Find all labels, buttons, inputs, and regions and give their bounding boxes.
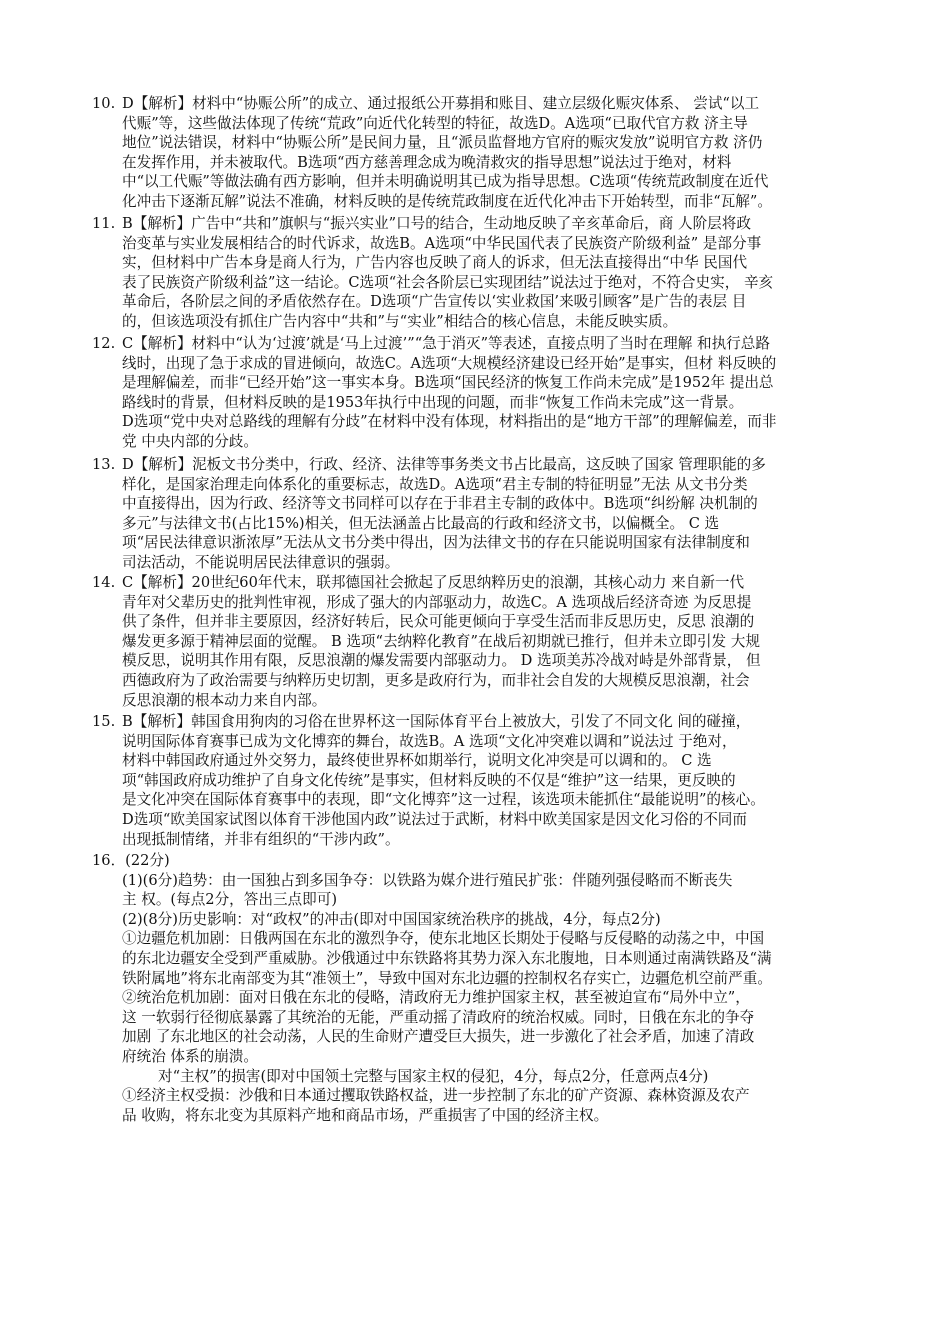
answer-line: 材料中韩国政府通过外交努力，最终使世界杯如期举行，说明文化冲突是可以调和的。 C 选 xyxy=(122,752,712,770)
answer-line: D选项“欧美国家试图以体育干涉他国内政”说法过于武断，材料中欧美国家是因文化习俗的不同而 xyxy=(122,810,747,828)
answer-10 xyxy=(92,94,868,212)
question-number: 15. xyxy=(92,713,116,730)
answer-line: B【解析】广告中“共和”旗帜与“振兴实业”口号的结合，生动地反映了辛亥革命后，商 人阶层将政 xyxy=(122,215,751,232)
answer-line: 党 中央内部的分歧。 xyxy=(122,432,258,450)
answer-line: 在发挥作用，并未被取代。B选项“西方慈善理念成为晚清救灾的指导思想”说法过于绝对，材料 xyxy=(122,153,732,171)
answer-line: 革命后，各阶层之间的矛盾依然存在。D选项“广告宣传以‘实业救国’来吸引顾客”是广告的表层 目 xyxy=(122,293,747,311)
answer-line: 反思浪潮的根本动力来自内部。 xyxy=(122,691,327,709)
answer-line: 说明国际体育赛事已成为文化博弈的舞台，故选B。A 选项“文化冲突难以调和”说法过 于绝对， xyxy=(122,732,737,750)
answer-line: 对“主权”的损害(即对中国领土完整与国家主权的侵犯，4分，每点2分，任意两点4分) xyxy=(158,1067,709,1085)
question-number: 10. xyxy=(92,95,116,112)
answer-line: B【解析】韩国食用狗肉的习俗在世界杯这一国际体育平台上被放大，引发了不同文化 间的碰撞， xyxy=(122,713,751,730)
question-number: 14. xyxy=(92,574,116,591)
answer-line: D选项“党中央对总路线的理解有分歧”在材料中没有体现，材料指出的是“地方干部”的理解偏差，而非 xyxy=(122,413,777,431)
answer-line: 是文化冲突在国际体育赛事中的表现，即“文化博弈”这一过程，该选项未能抓住“最能说明”的核心。 xyxy=(122,791,765,809)
answer-line: ②统治危机加剧：面对日俄在东北的侵略，清政府无力维护国家主权，甚至被迫宣布“局外中立”， xyxy=(122,989,750,1007)
question-number: 16．(22分) xyxy=(92,852,170,869)
answer-16 xyxy=(92,851,868,1125)
answer-line: 加剧 了东北地区的社会动荡，人民的生命财产遭受巨大损失，进一步激化了社会矛盾，加速了清政 xyxy=(122,1028,755,1046)
answer-line: 代赈”等，这些做法体现了传统“荒政”向近代化转型的特征，故选D。A选项“已取代官方救 济主导 xyxy=(122,114,748,132)
answer-line: 实，但材料中广告本身是商人行为，广告内容也反映了商人的诉求，但无法直接得出“中华 民国代 xyxy=(122,254,748,272)
answer-line: 青年对父辈历史的批判性审视，形成了强大的内部驱动力，故选C。A 选项战后经济奇迹 为反思提 xyxy=(122,593,752,611)
answer-line: 样化，是国家治理走向体系化的重要标志，故选D。A选项“君主专制的特征明显”无法 从文书分类 xyxy=(122,475,748,493)
answer-line: 线时，出现了急于求成的冒进倾向，故选C。A选项“大规模经济建设已经开始”是事实，但材 料反映的 xyxy=(122,354,777,372)
answer-line: D【解析】泥板文书分类中，行政、经济、法律等事务类文书占比最高，这反映了国家 管理职能的多 xyxy=(122,456,766,473)
question-number: 11. xyxy=(92,215,116,232)
answer-line: 路线时的背景，但材料反映的是1953年执行中出现的问题，而非“恢复工作尚未完成”这一背景。 xyxy=(122,393,744,411)
answer-line: 供了条件，但并非主要原因，经济好转后，民众可能更倾向于享受生活而非反思历史，反思 浪潮的 xyxy=(122,613,755,631)
answer-line: 品 收购，将东北变为其原料产地和商品市场，严重损害了中国的经济主权。 xyxy=(122,1106,609,1124)
answer-line: 多元”与法律文书(占比15%)相关，但无法涵盖占比最高的行政和经济文书，以偏概全。 C 选 xyxy=(122,514,720,532)
answer-line: 的，但该选项没有抓住广告内容中“共和”与“实业”相结合的核心信息，未能反映实质。 xyxy=(122,312,678,330)
answer-11 xyxy=(92,214,868,332)
answer-line: 中“以工代赈”等做法确有西方影响，但并未明确说明其已成为指导思想。C选项“传统荒政制度在近代 xyxy=(122,173,769,191)
answer-13 xyxy=(92,455,868,573)
answer-line: 这 一软弱行径彻底暴露了其统治的无能，严重动摇了清政府的统治权威。同时，日俄在东北的争夺 xyxy=(122,1008,755,1026)
answer-line: (1)(6分)趋势：由一国独占到多国争夺：以铁路为媒介进行殖民扩张：伴随列强侵略而不断丧失 xyxy=(122,871,733,889)
answer-line: 府统治 体系的崩溃。 xyxy=(122,1047,258,1065)
question-number: 12. xyxy=(92,335,116,352)
answer-15 xyxy=(92,712,868,849)
answer-line: (2)(8分)历史影响：对“政权”的冲击(即对中国国家统治秩序的挑战，4分，每点2分) xyxy=(122,910,661,928)
answer-line: 是理解偏差，而非“已经开始”这一事实本身。B选项“国民经济的恢复工作尚未完成”是1952年 提出总 xyxy=(122,374,774,392)
answer-line: 出现抵制情绪，并非有组织的“干涉内政”。 xyxy=(122,830,400,848)
answer-line: 模反思，说明其作用有限，反思浪潮的爆发需要内部驱动力。 D 选项美苏冷战对峙是外部背景， 但 xyxy=(122,652,761,670)
answer-line: 中直接得出，因为行政、经济等文书同样可以存在于非君主专制的政体中。B选项“纠纷解 决机制的 xyxy=(122,495,758,513)
answer-12 xyxy=(92,334,868,452)
answer-line: 的东北边疆安全受到严重威胁。沙俄通过中东铁路将其势力深入东北腹地，日本则通过南满铁路及“满 xyxy=(122,949,772,967)
answer-line: 主 权。(每点2分，答出三点即可) xyxy=(122,891,338,909)
answer-line: D【解析】材料中“协赈公所”的成立、通过报纸公开募捐和账目、建立层级化赈灾体系、 尝试“以工 xyxy=(122,95,760,112)
answer-line: 铁附属地”将东北南部变为其“准领土”，导致中国对东北边疆的控制权名存实亡，边疆危机空前严重。 xyxy=(122,969,772,987)
answer-line: 司法活动，不能说明居民法律意识的强弱。 xyxy=(122,553,400,571)
answer-line: 表了民族资产阶级利益”这一结论。C选项“社会各阶层已实现团结”说法过于绝对，不符合史实， 辛亥 xyxy=(122,273,774,291)
answer-line: 西德政府为了政治需要与纳粹历史切割，更多是政府行为，而非社会自发的大规模反思浪潮，社会 xyxy=(122,671,750,689)
answer-line: 爆发更多源于精神层面的觉醒。 B 选项“去纳粹化教育”在战后初期就已推行，但并未立即引发 大规 xyxy=(122,632,760,650)
answer-line: 项“韩国政府成功维护了自身文化传统”是事实，但材料反映的不仅是“维护”这一结果，更反映的 xyxy=(122,771,736,789)
question-number: 13. xyxy=(92,456,116,473)
answer-line: ①经济主权受损：沙俄和日本通过攫取铁路权益，进一步控制了东北的矿产资源、森林资源及农产 xyxy=(122,1087,750,1105)
answer-line: 治变革与实业发展相结合的时代诉求，故选B。A选项“中华民国代表了民族资产阶级利益” 是部分事 xyxy=(122,234,762,252)
answer-line: 化冲击下逐渐瓦解”说法不准确，材料反映的是传统荒政制度在近代化冲击下开始转型，而非“瓦解”。 xyxy=(122,192,772,210)
answer-14 xyxy=(92,573,868,710)
answer-line: 地位”说法错误，材料中“协赈公所”是民间力量，且“派员监督地方官府的赈灾发放”说明官方救 济仍 xyxy=(122,134,763,152)
answer-line: ①边疆危机加剧：日俄两国在东北的激烈争夺，使东北地区长期处于侵略与反侵略的动荡之中，中国 xyxy=(122,930,765,948)
answer-line: C【解析】20世纪60年代末，联邦德国社会掀起了反思纳粹历史的浪潮，其核心动力 来自新一代 xyxy=(122,574,745,591)
answer-line: 项“居民法律意识浙浓厚”无法从文书分类中得出，因为法律文书的存在只能说明国家有法律制度和 xyxy=(122,534,750,552)
answer-line: C【解析】材料中“认为‘过渡’就是‘马上过渡’”“急于消灭”等表述，直接点明了当时在理解 和执行总路 xyxy=(122,335,770,352)
